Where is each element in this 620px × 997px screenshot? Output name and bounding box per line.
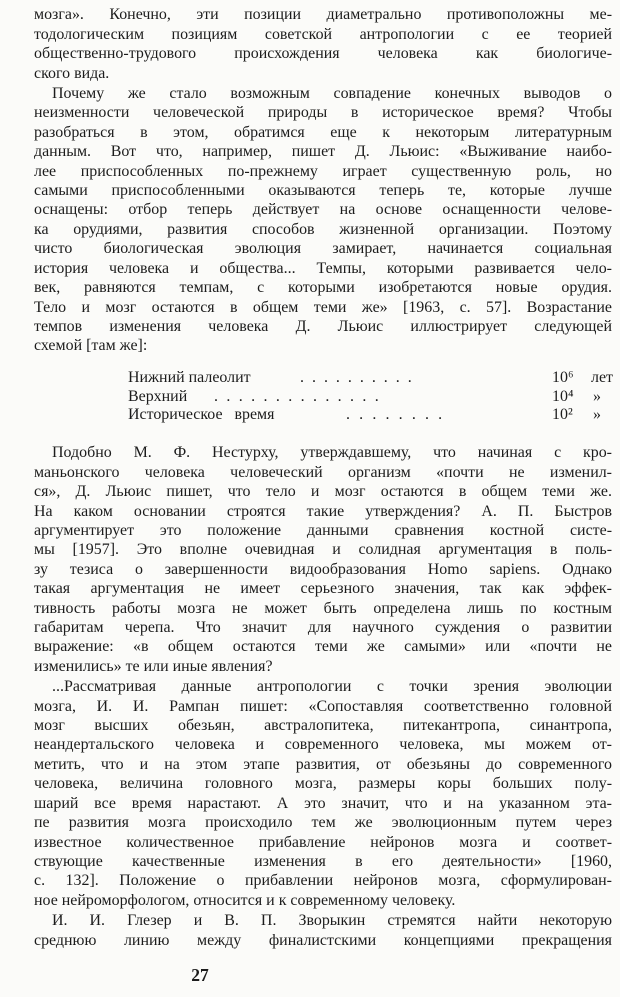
text-line: с. 132]. Положение о прибавлении нейронов мозга, сформулирован- xyxy=(34,872,612,890)
text-line: изменились» те или иные явления? xyxy=(34,657,273,675)
text-line: Тело и мозг остаются в общем теми же» [1963, с. 57]. Возрастание xyxy=(34,298,612,316)
text-line: известное количественное прибавление нейронов мозга и соответ- xyxy=(34,833,612,851)
scheme-unit: » xyxy=(593,387,601,405)
text-line: габаритам черепа. Что значит для научного суждения о развитии xyxy=(34,619,612,637)
text-line: шарий все время нарастают. А это значит, что и на указанном эта- xyxy=(34,794,612,812)
text-line: зу тезиса о завершенности видообразования Homo sapiens. Однако xyxy=(34,560,612,578)
text-line: темпов изменения человека Д. Льюис иллюстрирует следующей xyxy=(34,317,612,335)
text-line: история человека и общества... Темпы, которыми развивается чело- xyxy=(34,259,612,277)
text-line: тодологическим позициям советской антропологии с ее теорией xyxy=(34,25,612,43)
text-line: неандертальского человека и современного человека, мы можем от- xyxy=(34,736,612,754)
scheme-label: Верхний xyxy=(128,387,188,405)
page-number: 27 xyxy=(191,965,209,985)
text-line: мозга, И. И. Рампан пишет: «Сопоставляя соответственно головной xyxy=(34,697,612,715)
scheme-value: 10² xyxy=(552,406,573,424)
text-line: ка орудиями, развития способов жизненной организации. Поэтому xyxy=(34,220,612,238)
text-line: тивность работы мозга не может быть определена лишь по костным xyxy=(34,599,612,617)
text-line: общественно-трудового происхождения человека как биологиче- xyxy=(34,45,612,63)
scheme-label: Нижний палеолит xyxy=(128,368,251,386)
text-line: ное нейроморфологом, относится и к современному человеку. xyxy=(34,891,456,909)
text-line: человека, величина головного мозга, размеры коры больших полу- xyxy=(34,775,612,793)
scheme-unit: » xyxy=(593,406,601,424)
text-line: самыми приспособленными оказываются теперь те, которые лучше xyxy=(34,182,612,199)
text-line: оснащены: отбор теперь действует на основе оснащенности челове- xyxy=(34,201,612,219)
scheme-label: Историческое время xyxy=(128,406,275,424)
scheme-unit: лет xyxy=(591,368,613,386)
text-line: такая аргументация не имеет серьезного значения, так как эффек- xyxy=(34,580,612,598)
text-line: И. И. Глезер и В. П. Зворыкин стремятся найти некоторую xyxy=(52,912,612,930)
text-line: ...Рассматривая данные антропологии с точки зрения эволюции xyxy=(52,678,612,696)
scheme-value: 10⁴ xyxy=(552,387,574,405)
text-line: аргументирует это положение данными сравнения костной систе- xyxy=(34,521,612,539)
text-line: выражение: «в общем остаются теми же самыми» или «почти не xyxy=(34,638,612,656)
text-line: ствующие качественные изменения в его деятельности» [1960, xyxy=(34,852,612,870)
text-line: век, равняются темпам, с которыми изобретаются новые орудия. xyxy=(34,279,612,297)
text-line: маньонского человека человеческий организм «почти не изменил- xyxy=(34,463,612,481)
text-line: мозг высших обезьян, австралопитека, питекантропа, синантропа, xyxy=(34,717,612,735)
scheme-dots: . . . . . . . . . . . . . . xyxy=(214,387,381,405)
text-line: среднюю линию между финалистскими концепциями прекращения xyxy=(34,931,612,949)
text-line: На каком основании строятся такие утверждения? А. П. Быстров xyxy=(34,502,612,520)
scheme-row xyxy=(128,404,618,426)
scheme-dots: . . . . . . . . xyxy=(346,406,445,424)
text-line: данным. Вот что, например, пишет Д. Льюис: «Выживание наибо- xyxy=(34,143,612,161)
text-line: мы [1957]. Это вполне очевидная и солидная аргументация в поль- xyxy=(34,541,612,559)
scheme-value: 10⁶ xyxy=(552,368,574,386)
text-line: пе развития мозга происходило тем же эволюционным путем через xyxy=(34,814,612,832)
text-line: мозга». Конечно, эти позиции диаметрально противоположны ме- xyxy=(34,6,612,24)
text-line: неизменности человеческой природы в историческое время? Чтобы xyxy=(34,104,612,122)
text-line: схемой [там же]: xyxy=(34,337,148,355)
scheme-dots: . . . . . . . . . . xyxy=(300,368,414,386)
text-line: разобраться в этом, обратимся еще к некоторым литературным xyxy=(34,123,612,141)
text-line: Подобно М. Ф. Нестурху, утверждавшему, что начиная с кро- xyxy=(52,444,612,462)
text-line: ского вида. xyxy=(34,64,110,82)
text-line: Почему же стало возможным совпадение конечных выводов о xyxy=(52,84,612,102)
text-line: метить, что и на этом этапе развития, от обезьяны до современного xyxy=(34,755,612,773)
text-line: лее приспособленных по-прежнему играет существенную роль, но xyxy=(34,162,612,180)
text-line: чисто биологическая эволюция замирает, начинается социальная xyxy=(34,240,612,258)
text-line: ся», Д. Льюис пишет, что тело и мозг остаются в общем теми же. xyxy=(34,483,612,501)
